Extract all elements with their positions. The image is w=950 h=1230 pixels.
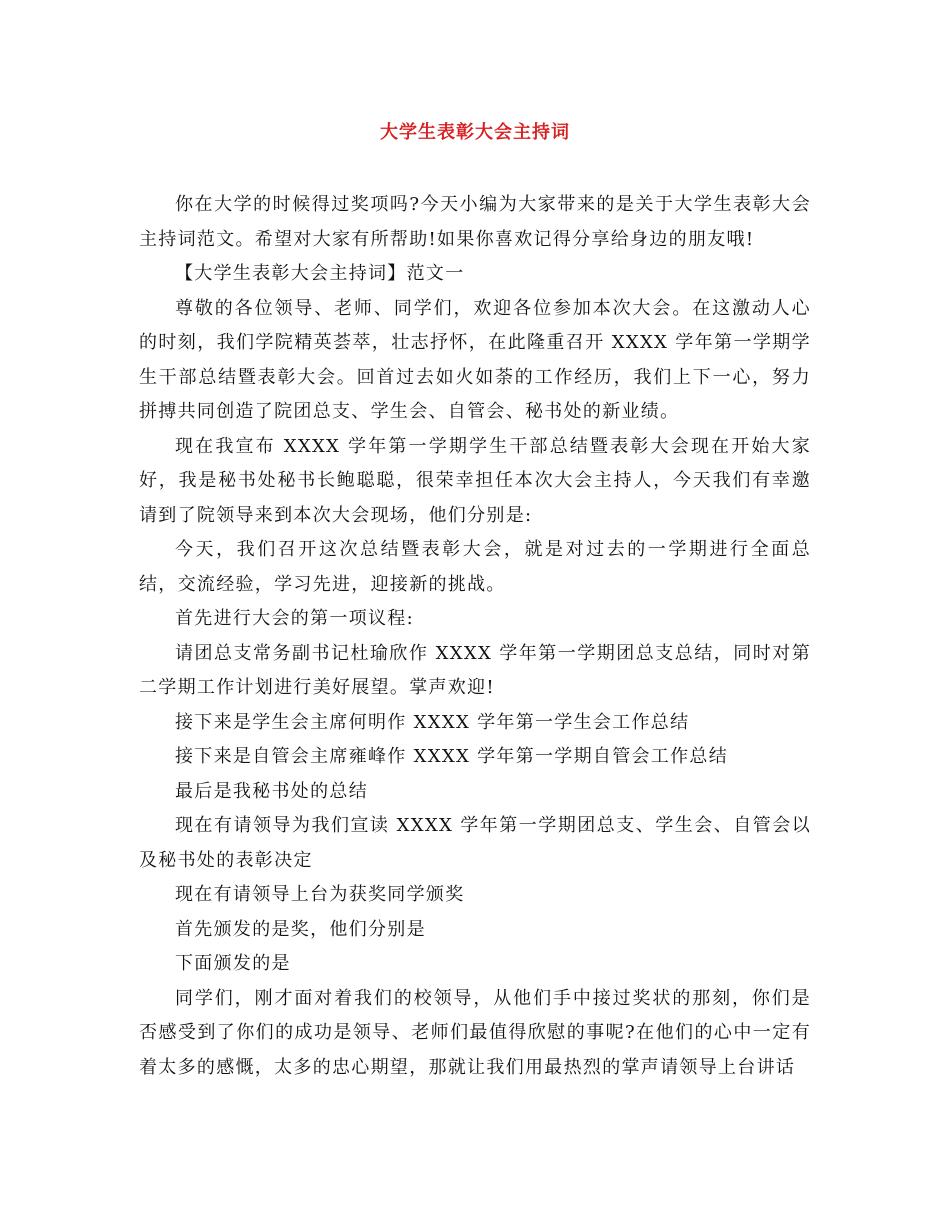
paragraph-agenda-3: 接下来是自管会主席雍峰作 XXXX 学年第一学期自管会工作总结	[175, 746, 728, 767]
paragraph-purpose: 今天，我们召开这次总结暨表彰大会，就是对过去的一学期进行全面总结，交流经验，学习先进，迎接新的挑战。	[139, 539, 811, 595]
paragraph-agenda-2: 接下来是学生会主席何明作 XXXX 学年第一学生会工作总结	[175, 711, 690, 733]
paragraph-opening: 尊敬的各位领导、老师、同学们，欢迎各位参加本次大会。在这激动人心的时刻，我们学院精英荟萃，壮志抒怀，在此隆重召开 XXXX 学年第一学期学生干部总结暨表彰大会。回首过去如火如荼的工作经历，我们上下一心，努力拼搏共同创造了院团总支、学生会、自管会、秘书处的新业绩。	[139, 297, 811, 422]
paragraph-awards: 现在有请领导上台为获奖同学颁奖	[175, 884, 465, 905]
paragraph-next-award: 下面颁发的是	[175, 953, 291, 974]
document-body	[139, 188, 811, 1085]
paragraph-announcement: 现在我宣布 XXXX 学年第一学期学生干部总结暨表彰大会现在开始大家好，我是秘书处秘书长鲍聪聪，很荣幸担任本次大会主持人，今天我们有幸邀请到了院领导来到本次大会现场，他们分别是:	[139, 435, 811, 526]
paragraph-closing: 同学们，刚才面对着我们的校领导，从他们手中接过奖状的那刻，你们是否感受到了你们的成功是领导、老师们最值得欣慰的事呢?在他们的心中一定有着太多的感慨，太多的忠心期望，那就让我们用最热烈的掌声请领导上台讲话	[139, 987, 811, 1078]
paragraph-intro: 你在大学的时候得过奖项吗?今天小编为大家带来的是关于大学生表彰大会主持词范文。希望对大家有所帮助!如果你喜欢记得分享给身边的朋友哦!	[139, 194, 811, 250]
document-page	[139, 118, 811, 1085]
paragraph-agenda-4: 最后是我秘书处的总结	[175, 780, 368, 802]
paragraph-commendation: 现在有请领导为我们宣读 XXXX 学年第一学期团总支、学生会、自管会以及秘书处的表彰决定	[139, 815, 811, 871]
paragraph-first-award: 首先颁发的是奖，他们分别是	[175, 918, 426, 940]
document-title: 大学生表彰大会主持词	[380, 122, 570, 143]
paragraph-section-heading: 【大学生表彰大会主持词】范文一	[175, 263, 465, 284]
paragraph-agenda-intro: 首先进行大会的第一项议程:	[175, 608, 414, 629]
paragraph-agenda-1: 请团总支常务副书记杜瑜欣作 XXXX 学年第一学期团总支总结，同时对第二学期工作计划进行美好展望。掌声欢迎!	[139, 642, 811, 698]
